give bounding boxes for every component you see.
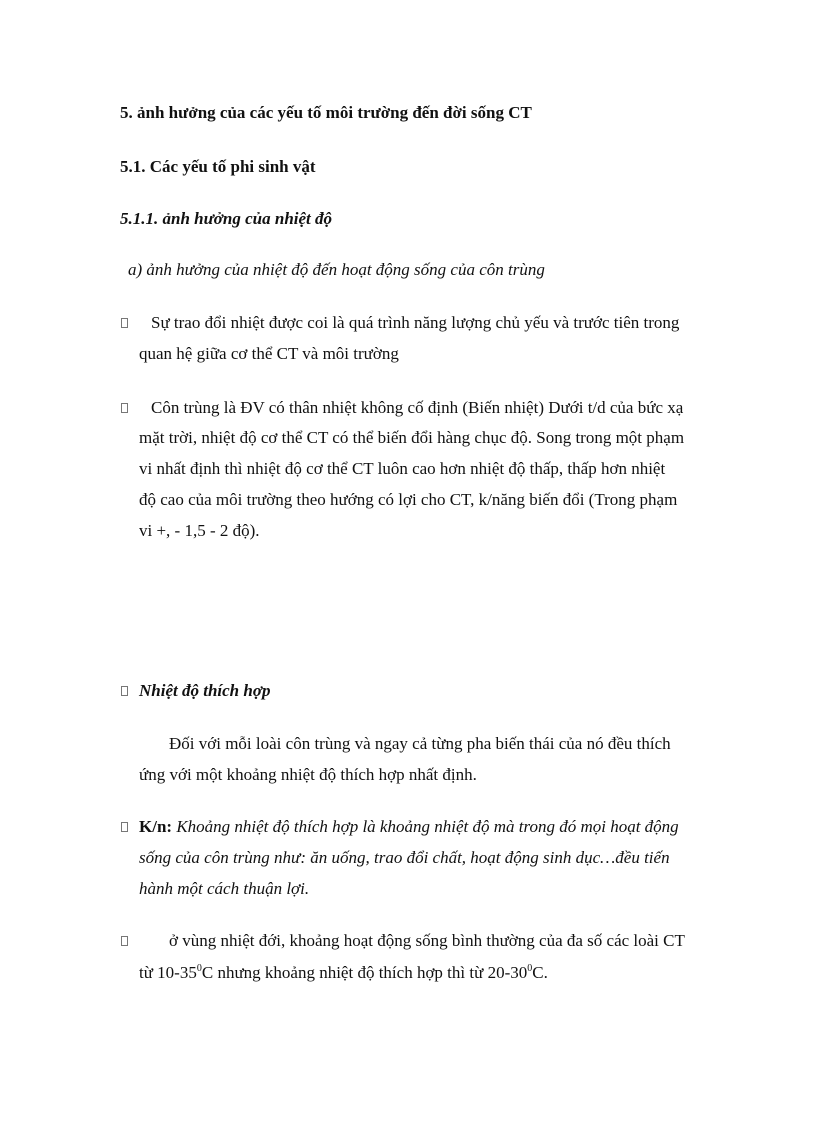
para1-line1: Sự trao đổi nhiệt được coi là quá trình năng lượng chủ yếu và trước tiên trong xyxy=(151,313,680,332)
optimal-heading: Nhiệt độ thích hợp xyxy=(139,681,271,700)
subsection-title: 5.1. Các yếu tố phi sinh vật xyxy=(120,157,316,176)
degree-superscript: 0 xyxy=(196,963,202,974)
section-title: 5. ảnh hưởng của các yếu tố môi trường đến đời sống CT xyxy=(120,103,532,122)
degree-superscript: 0 xyxy=(527,963,533,974)
definition-line1 xyxy=(139,816,679,838)
para4-line2 xyxy=(139,962,548,984)
bullet-icon xyxy=(121,936,128,946)
definition-line3: hành một cách thuận lợi. xyxy=(139,879,310,898)
para1-line2: quan hệ giữa cơ thể CT và môi trường xyxy=(139,344,399,363)
para4-text-a: từ 10-35 xyxy=(139,963,197,982)
para4-line1: ở vùng nhiệt đới, khoảng hoạt động sống bình thường của đa số các loài CT xyxy=(169,931,685,950)
bullet-icon xyxy=(121,822,128,832)
para3-line2: ứng với một khoảng nhiệt độ thích hợp nhất định. xyxy=(139,765,477,784)
para4-text-b: C nhưng khoảng nhiệt độ thích hợp thì từ 20-30 xyxy=(201,963,528,982)
para2-line1: Côn trùng là ĐV có thân nhiệt không cố định (Biến nhiệt) Dưới t/d của bức xạ xyxy=(151,398,684,417)
subsubsection-title: 5.1.1. ảnh hưởng của nhiệt độ xyxy=(120,209,333,228)
bullet-icon xyxy=(121,686,128,696)
bullet-icon xyxy=(121,318,128,328)
definition-label: K/n: xyxy=(139,817,173,836)
para4-text-c: C. xyxy=(532,963,548,982)
subheading-a: a) ảnh hưởng của nhiệt độ đến hoạt động sống của côn trùng xyxy=(128,260,545,279)
definition-text: Khoảng nhiệt độ thích hợp là khoảng nhiệt độ mà trong đó mọi hoạt động xyxy=(176,817,679,836)
para2-line3: vi nhất định thì nhiệt độ cơ thể CT luôn cao hơn nhiệt độ thấp, thấp hơn nhiệt xyxy=(139,459,666,478)
para2-line2: mặt trời, nhiệt độ cơ thể CT có thể biến đổi hàng chục độ. Song trong một phạm xyxy=(139,428,685,447)
para3-line1: Đối với mỗi loài côn trùng và ngay cả từng pha biến thái của nó đều thích xyxy=(169,734,671,753)
definition-line2: sống của côn trùng như: ăn uống, trao đổi chất, hoạt động sinh dục…đều tiến xyxy=(139,848,670,867)
bullet-icon xyxy=(121,403,128,413)
para2-line5: vi +, - 1,5 - 2 độ). xyxy=(139,521,260,540)
para2-line4: độ cao của môi trường theo hướng có lợi cho CT, k/năng biến đổi (Trong phạm xyxy=(139,490,678,509)
